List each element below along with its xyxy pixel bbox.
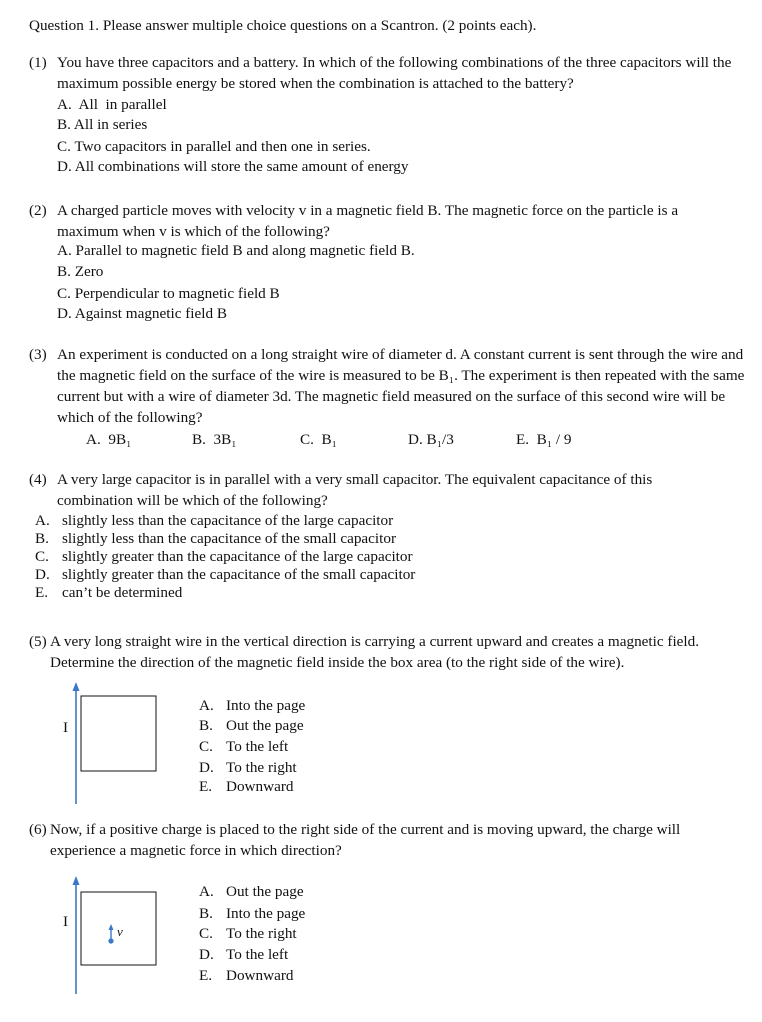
option-letter: E. xyxy=(199,778,213,795)
option-letter: A. xyxy=(199,697,214,714)
q4-number: (4) xyxy=(29,471,47,488)
q5-current-label: I xyxy=(63,719,69,736)
q5-text: A very long straight wire in the vertical direction is carrying a current upward and creates a magnetic field. Determine the direction of the magnetic field inside the box area (to the right side of the wire). xyxy=(50,633,700,671)
q4-text: A very large capacitor is in parallel with a very small capacitor. The equivalent capacitance of this combination will be which of the following? xyxy=(57,471,653,509)
q6-text: Now, if a positive charge is placed to the right side of the current and is moving upward, the charge will experience a magnetic force in which direction? xyxy=(50,821,681,859)
q3-text: An experiment is conducted on a long straight wire of diameter d. A constant current is sent through the wire and the magnetic field on the surface of the wire is measured to be B₁. The experiment is then repeated with the same current but with a wire of diameter 3d. The magnetic field measured on the surface of this second wire will be which of the following? xyxy=(57,346,745,426)
q6-number: (6) xyxy=(29,821,47,838)
q6-option-b[interactable] xyxy=(199,904,305,924)
q6-diagram xyxy=(60,874,170,996)
q3-number: (3) xyxy=(29,346,47,363)
q2-option-c[interactable]: C. Perpendicular to magnetic field B xyxy=(57,285,280,302)
option-text: To the right xyxy=(226,759,297,776)
q4-option-c[interactable] xyxy=(35,548,413,566)
option-text: To the left xyxy=(226,946,289,963)
box-area xyxy=(81,696,156,771)
option-text: slightly greater than the capacitance of the small capacitor xyxy=(62,566,416,583)
q5-option-b[interactable] xyxy=(199,716,304,736)
q3-option-d[interactable]: D. B₁/3 xyxy=(408,431,454,448)
option-text: Out the page xyxy=(226,883,304,900)
option-letter: C. xyxy=(199,738,213,755)
q6-option-d[interactable] xyxy=(199,945,288,965)
option-text: can’t be determined xyxy=(62,584,183,601)
q3-option-b[interactable]: B. 3B₁ xyxy=(192,431,237,448)
option-text: slightly less than the capacitance of the small capacitor xyxy=(62,530,396,547)
option-letter: B. xyxy=(199,905,213,922)
q1-option-a[interactable]: A. All in parallel xyxy=(57,96,167,113)
option-text: Downward xyxy=(226,967,294,984)
q1-text: You have three capacitors and a battery. In which of the following combinations of the three capacitors will the maximum possible energy be stored when the combination is attached to the battery? xyxy=(57,54,732,92)
current-arrow-icon xyxy=(73,876,80,885)
positive-charge-icon xyxy=(108,938,113,943)
q5-option-c[interactable] xyxy=(199,737,288,757)
q4-option-d[interactable] xyxy=(35,566,415,584)
option-letter: B. xyxy=(35,530,49,547)
option-text: slightly less than the capacitance of the large capacitor xyxy=(62,512,394,529)
option-text: slightly greater than the capacitance of the large capacitor xyxy=(62,548,413,565)
q3-option-e[interactable]: E. B₁ / 9 xyxy=(516,431,572,448)
q3-option-c[interactable]: C. B₁ xyxy=(300,431,337,448)
q4-option-e[interactable] xyxy=(35,584,182,602)
q5-diagram xyxy=(60,680,170,805)
option-letter: E. xyxy=(199,967,213,984)
q5-option-d[interactable] xyxy=(199,758,297,778)
q2-text: A charged particle moves with velocity v in a magnetic field B. The magnetic force on the particle is a maximum when v is which of the following? xyxy=(57,202,679,240)
velocity-arrow-icon xyxy=(109,924,114,930)
q4-option-b[interactable] xyxy=(35,530,396,548)
q6-current-label: I xyxy=(63,913,69,930)
option-text: Into the page xyxy=(226,697,306,714)
q4-option-a[interactable] xyxy=(35,512,393,530)
q6-velocity-label: v xyxy=(117,924,123,939)
option-letter: D. xyxy=(35,566,50,583)
option-letter: D. xyxy=(199,759,214,776)
q2-option-a[interactable]: A. Parallel to magnetic field B and along magnetic field B. xyxy=(57,242,415,259)
current-arrow-icon xyxy=(73,682,80,691)
q1-number: (1) xyxy=(29,54,47,71)
q2-option-d[interactable]: D. Against magnetic field B xyxy=(57,305,227,322)
q1-option-d[interactable]: D. All combinations will store the same amount of energy xyxy=(57,158,409,175)
page-header: Question 1. Please answer multiple choice questions on a Scantron. (2 points each). xyxy=(29,17,537,34)
q6-option-e[interactable] xyxy=(199,966,293,986)
option-letter: B. xyxy=(199,717,213,734)
q5-option-a[interactable] xyxy=(199,696,305,716)
q6-option-c[interactable] xyxy=(199,924,297,944)
option-letter: E. xyxy=(35,584,49,601)
q2-number: (2) xyxy=(29,202,47,219)
option-text: Into the page xyxy=(226,905,306,922)
q5-number: (5) xyxy=(29,633,47,650)
q1-option-b[interactable]: B. All in series xyxy=(57,116,148,133)
option-letter: A. xyxy=(199,883,214,900)
q6-option-a[interactable] xyxy=(199,882,304,902)
q5-option-e[interactable] xyxy=(199,777,293,797)
option-text: Downward xyxy=(226,778,294,795)
option-text: To the right xyxy=(226,925,297,942)
option-letter: C. xyxy=(199,925,213,942)
option-letter: C. xyxy=(35,548,49,565)
option-text: Out the page xyxy=(226,717,304,734)
q1-option-c[interactable]: C. Two capacitors in parallel and then one in series. xyxy=(57,138,371,155)
option-text: To the left xyxy=(226,738,289,755)
option-letter: D. xyxy=(199,946,214,963)
option-letter: A. xyxy=(35,512,50,529)
q2-option-b[interactable]: B. Zero xyxy=(57,263,104,280)
q3-option-a[interactable]: A. 9B₁ xyxy=(86,431,132,448)
